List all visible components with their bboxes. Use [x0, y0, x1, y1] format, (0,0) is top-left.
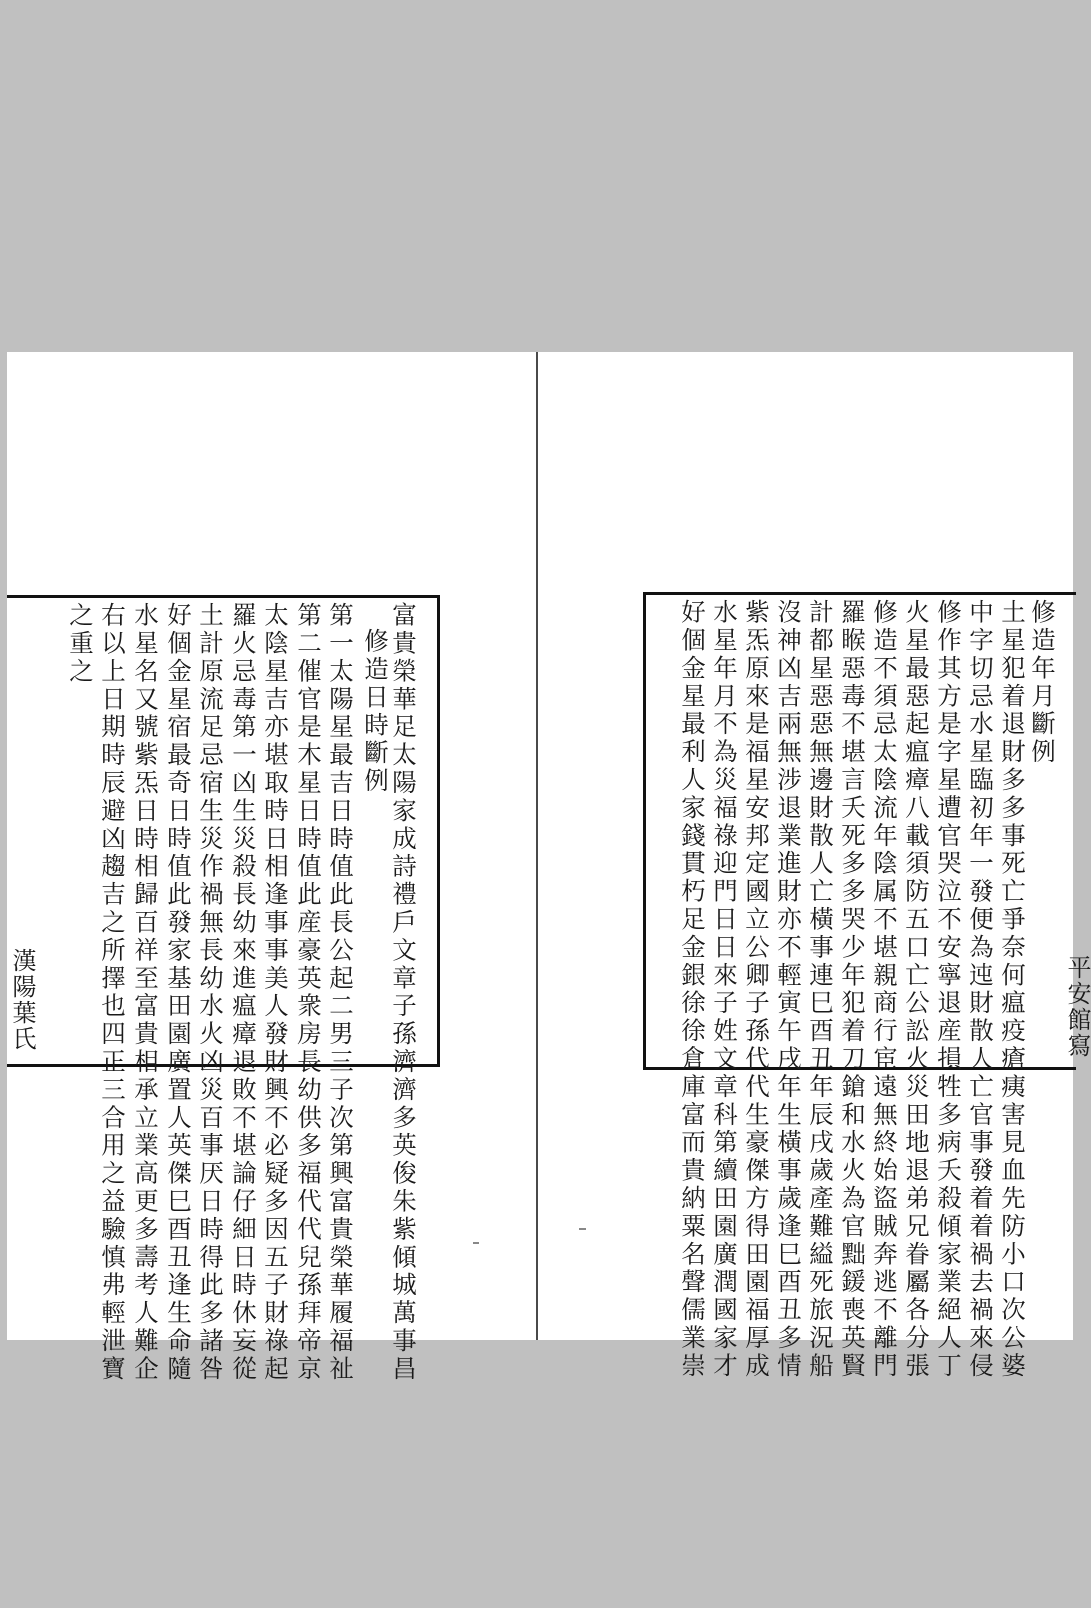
center-fold	[536, 352, 538, 1340]
text-column: 之重之	[66, 602, 95, 686]
page-speck	[579, 1228, 586, 1230]
text-column: 太陰星吉亦堪取時日相逢事事美人發財興不必疑多因五子財祿起	[261, 602, 290, 1384]
text-column: 右以上日期時辰避凶趨吉之所擇也四正三合用之益驗慎弗輕泄寶	[98, 602, 127, 1384]
right-text-frame	[643, 592, 1091, 1381]
left-page	[7, 352, 535, 1384]
text-column: 富貴榮華足太陽家成詩禮戶文章子孫濟濟多英俊朱紫傾城萬事昌	[389, 602, 418, 1384]
text-column: 土計原流足忌宿生災作禍無長幼水火凶災百事厌日時得此多諸咎	[196, 602, 225, 1384]
text-column: 修造不須忌太陰流年陰属不堪親商行宦遠無終始盜賊奔逃不離門	[870, 599, 899, 1381]
margin-label: 漢陽葉氏	[8, 948, 36, 1052]
text-column: 水星年月不為災福祿迎門日日來子姓文章科第續田園廣潤國家才	[710, 599, 739, 1381]
right-page	[539, 352, 1091, 1381]
text-column: 土星犯着退財多多事死亡爭奈何瘟疫瘡痍害見血先防小口次公婆	[998, 599, 1027, 1381]
text-column: 火星最惡起瘟瘴八載須防五口亡公訟火災田地退弟兄眷屬各分張	[902, 599, 931, 1381]
text-column: 羅睺惡毒不堪言夭死多多哭少年犯着刀鎗和水火為官黜鍰喪英賢	[838, 599, 867, 1381]
text-column: 第一太陽星最吉日時值此長公起二男三子次第興富貴榮華履福祉	[326, 602, 355, 1384]
page-speck	[473, 1242, 479, 1244]
text-column: 羅火忌毒第一凶生災殺長幼來進瘟瘴退敗不堪論仔細日時休妄從	[229, 602, 258, 1384]
text-column: 好個金星宿最奇日時值此發家基田園廣置人英傑巳酉丑逢生命隨	[164, 602, 193, 1384]
margin-label: 平安館寫	[1063, 955, 1091, 1059]
text-column: 沒神凶吉兩無涉退業進財亦不輕寅午戌年生橫事歲逢巳酉丑多情	[774, 599, 803, 1381]
text-column: 水星名又號紫炁日時相歸百祥至富貴相承立業高更多壽考人難企	[131, 602, 160, 1384]
text-column: 修作其方是字星遭官哭泣不安寧退産損牲多病夭殺傾家業絕人丁	[934, 599, 963, 1381]
left-text-frame	[7, 595, 440, 1384]
text-column: 紫炁原來是福星安邦定國立公卿子孫代代生豪傑方得田園福厚成	[742, 599, 771, 1381]
section-heading: 修造日時斷例	[361, 628, 390, 796]
text-column: 計都星惡惡無邊財散人亡橫事連巳酉丑年辰戌歲產難縊死旅況船	[806, 599, 835, 1381]
text-column: 中字切忌水星臨初年一發便為迍財散人亡官事發着着禍去禍來侵	[966, 599, 995, 1381]
section-heading: 修造年月斷例	[1028, 599, 1057, 767]
book-spread	[7, 352, 1091, 1384]
text-column: 好個金星最利人家錢貫朽足金銀徐徐倉庫富而貴納粟名聲儒業崇	[678, 599, 707, 1381]
text-column: 第二催官是木星日時值此産豪英衆房長幼供多福代代兒孫拜帝京	[294, 602, 323, 1384]
